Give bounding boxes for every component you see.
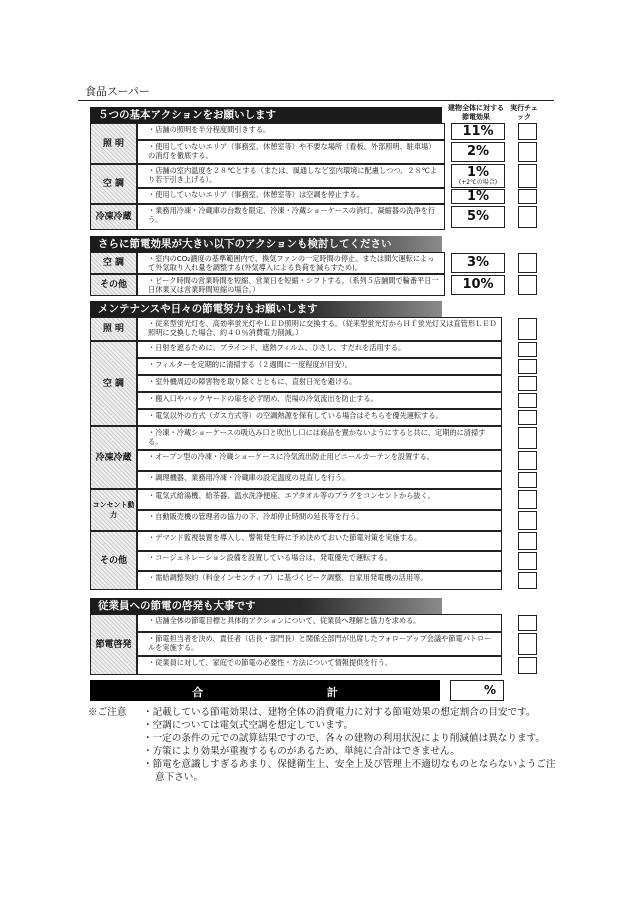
check-box[interactable] [518,511,537,530]
check-box[interactable] [518,142,537,162]
list-item: ・店舗の照明を半分程度間引きする。 [137,123,445,140]
section-maintenance-title: メンテナンスや日々の節電努力もお願いします [90,301,442,317]
title-divider [78,100,554,101]
check-box[interactable] [518,189,537,204]
check-box[interactable] [518,451,537,470]
list-item: ・電気以外の方式（ガス方式等）の空調熱源を保有している場合はそちらを優先運転する。 [137,409,502,426]
list-item: ・デマンド監視装置を導入し、警報発生時に予め決めておいた節電対策を実施する。 [137,531,502,551]
list-item: ・店舗全体の節電目標と具体的アクションについて、従業員へ理解と協力を求める。 [137,614,502,632]
list-item: ・フィルターを定期的に清掃する（２週間に一度程度が目安）。 [137,358,502,375]
notes-list [143,706,561,784]
check-column-header: 実行チェック [510,104,538,121]
list-item: ・コージェネレーション設備を設置している場合は、発電優先で運転する。 [137,551,502,571]
check-box[interactable] [518,393,537,408]
check-box[interactable] [518,376,537,391]
list-item: ・室内のCO₂濃度の基準範囲内で、換気ファンの一定時間の停止、または間欠運転によって外気取り入れ量を調整する(外気導入による負荷を減らすため)。 [137,252,445,274]
page-title: 食品スーパー [85,85,150,98]
section-additional-actions-title: さらに節電効果が大きい以下のアクションも検討してください [90,236,442,252]
check-box[interactable] [518,410,537,425]
check-box[interactable] [518,206,537,228]
check-box[interactable] [518,633,537,655]
category-refrigeration: 冷凍冷蔵 [90,426,137,489]
note-item: ・空調については電気式空調を想定しています。 [143,720,354,731]
check-box[interactable] [518,572,537,589]
effect-column-header: 建物全体に対する節電効果 [448,104,504,121]
list-item: ・電気式給湯機、給茶器、温水洗浄便座、エアタオル等のプラグをコンセントから抜く。 [137,489,502,510]
check-box[interactable] [518,657,537,674]
check-box[interactable] [518,532,537,550]
total-bar [90,680,440,701]
check-box[interactable] [518,490,537,509]
list-item: ・オープン型の冷凍・冷蔵ショーケースに冷気流出防止用ビニールカーテンを設置する。 [137,450,502,471]
category-lighting: 照 明 [90,123,137,164]
effect-value: 1% [451,189,505,204]
list-item: ・業務用冷凍・冷蔵庫の台数を限定、冷凍・冷蔵ショーケースの消灯、凝縮器の洗浄を行う。 [137,204,445,230]
effect-value: 11% [451,123,505,140]
notes-head: ※ご注意 [88,707,127,718]
total-label: 合 計 [192,686,398,699]
list-item: ・従業員に対して、家庭での節電の必要性・方法について情報提供を行う。 [137,656,502,675]
category-air-conditioning: 空 調 [90,252,137,274]
effect-value: 5% [451,206,505,228]
check-box[interactable] [518,615,537,631]
total-input[interactable]: % [450,680,504,701]
list-item: ・ピーク時間の営業時間を短縮、営業日を短縮・シフトする。（系列５店舗間で輪番平日一日休業又は営業時間短縮の場合。） [137,274,445,296]
check-box[interactable] [518,275,537,295]
check-box[interactable] [518,318,537,340]
effect-value: 1% (+2℃の場合) [451,164,505,188]
check-box[interactable] [518,342,537,357]
effect-value: 3% [451,253,505,273]
list-item: ・室外機周辺の障害物を取り除くとともに、直射日光を避ける。 [137,375,502,392]
list-item: ・冷凍・冷蔵ショーケースの吸込み口と吹出し口には商品を置かないようにすると共に、定期的に清掃する。 [137,426,502,450]
list-item: ・自動販売機の管理者の協力の下、冷却停止時間の延長等を行う。 [137,510,502,531]
category-lighting: 照 明 [90,317,137,341]
list-item: ・調理機器、業務用冷凍・冷蔵庫の設定温度の見直しを行う。 [137,471,502,489]
list-item: ・店舗の室内温度を２８℃とする（または、風通しなど室内環境に配慮しつつ、２８℃より若干引き上げる）。 [137,164,445,188]
list-item: ・搬入口やバックヤードの扉を必ず閉め、売場の冷気流出を防止する。 [137,392,502,409]
list-item: ・従来型蛍光灯を、高効率蛍光灯やＬＥＤ照明に交換する。（従来型蛍光灯からＨｆ蛍光灯又は直管形ＬＥＤ照明に交換した場合、約４０％消費電力削減。） [137,317,502,341]
list-item: ・使用していないエリア（事務室、休憩室等）や不要な場所（看板、外部照明、駐車場）の消灯を徹底する。 [137,140,445,164]
check-box[interactable] [518,123,537,140]
category-refrigeration: 冷凍冷蔵 [90,204,137,230]
note-item: ・記載している節電効果は、建物全体の消費電力に対する節電効果の想定割合の目安です。 [143,707,536,718]
note-item: ・方策により効果が重複するものがあるため、単純に合計はできません。 [143,746,460,757]
note-item: ・節電を意識しすぎるあまり、保健衛生上、安全上及び管理上不適切なものとならないようご注意下さい。 [143,759,556,783]
section-employee-awareness-title: 従業員への節電の啓発も大事です [90,598,442,614]
category-air-conditioning: 空 調 [90,341,137,426]
note-item: ・一定の条件の元での試算結果ですので、各々の建物の利用状況により削減値は異なります。 [143,733,545,744]
list-item: ・節電担当者を決め、責任者（店長・部門長）と関係全部門が出席したフォローアップ会議や節電パトロールを実施する。 [137,632,502,656]
check-box[interactable] [518,359,537,374]
list-item: ・日射を遮るために、ブラインド、遮熱フィルム、ひさし、すだれを活用する。 [137,341,502,358]
check-box[interactable] [518,552,537,570]
category-other: その他 [90,531,137,590]
check-box[interactable] [518,164,537,188]
category-outlet-power: コンセント動力 [90,489,137,531]
list-item: ・需給調整契約（料金インセンティブ）に基づくピーク調整、自家用発電機の活用等。 [137,571,502,590]
effect-value: 2% [451,142,505,162]
category-awareness: 節電啓発 [90,614,137,675]
category-air-conditioning: 空 調 [90,164,137,204]
effect-value: 10% [451,275,505,295]
section-basic-actions-title: ５つの基本アクションをお願いします [90,107,442,123]
check-box[interactable] [518,253,537,273]
list-item: ・使用していないエリア（事務室、休憩室等）は空調を停止する。 [137,188,445,204]
category-other: その他 [90,274,137,296]
check-box[interactable] [518,427,537,449]
check-box[interactable] [518,472,537,488]
